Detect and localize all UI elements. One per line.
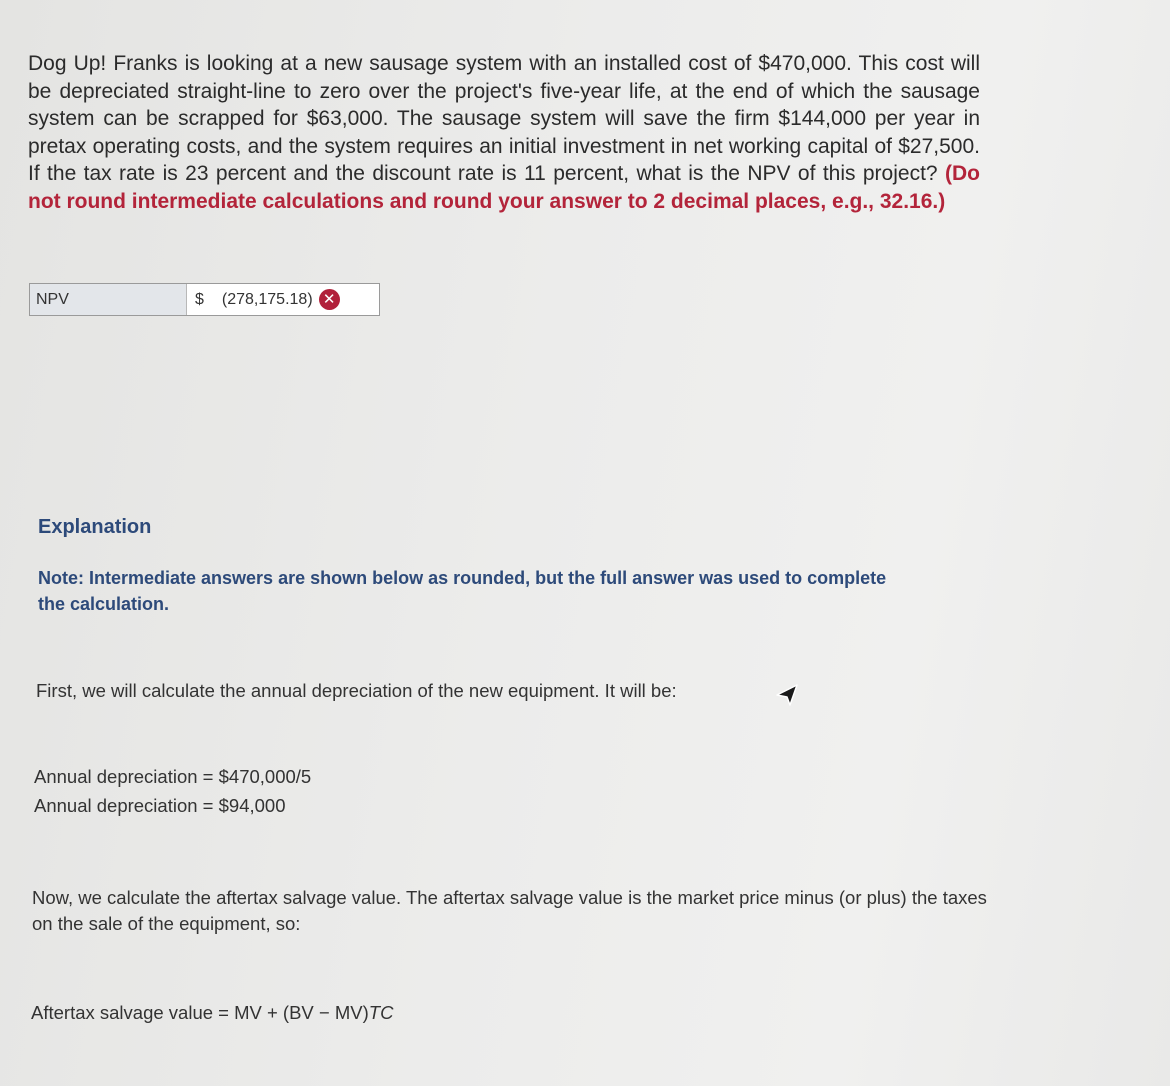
npv-value: (278,175.18) [221, 290, 313, 308]
question-body: Dog Up! Franks is looking at a new sausage system with an installed cost of $470,000. This cost will be depreciated straight-line to zero over the project's five-year life, at the end of which the sausage system can be scrapped for $63,000. The sausage system will save the firm $144,000 per year in pretax operating costs, and the system requires an initial investment in net working capital of $27,500. If the tax rate is 23 percent and the discount rate is 11 percent, what is the NPV of this project? [28, 52, 980, 185]
explanation-title: Explanation [38, 516, 152, 538]
explanation-step-salvage: Now, we calculate the aftertax salvage value. The aftertax salvage value is the market price minus (or plus) the taxes on the sale of the equipment, so: [32, 887, 987, 934]
salvage-formula-tc: TC [368, 1002, 394, 1023]
salvage-formula-text: Aftertax salvage value = MV + (BV − MV) [31, 1002, 369, 1023]
npv-answer-field[interactable] [187, 284, 379, 315]
npv-currency: $ [195, 290, 204, 308]
question-text [28, 50, 980, 215]
explanation-note: Note: Intermediate answers are shown below as rounded, but the full answer was used to complete the calculation. [38, 568, 887, 614]
npv-answer-row [29, 283, 380, 316]
explanation-step-depreciation: First, we will calculate the annual depreciation of the new equipment. It will be: [36, 680, 677, 701]
salvage-formula [31, 1000, 393, 1026]
npv-label: NPV [30, 284, 187, 315]
question-instruction: (Do not round intermediate calculations and round your answer to 2 decimal places, e.g., 32.16.) [28, 162, 980, 213]
depreciation-formula: Annual depreciation = $470,000/5 [34, 766, 312, 787]
incorrect-x-icon: ✕ [319, 289, 340, 310]
mouse-cursor-icon [774, 682, 800, 708]
depreciation-result: Annual depreciation = $94,000 [34, 795, 286, 816]
